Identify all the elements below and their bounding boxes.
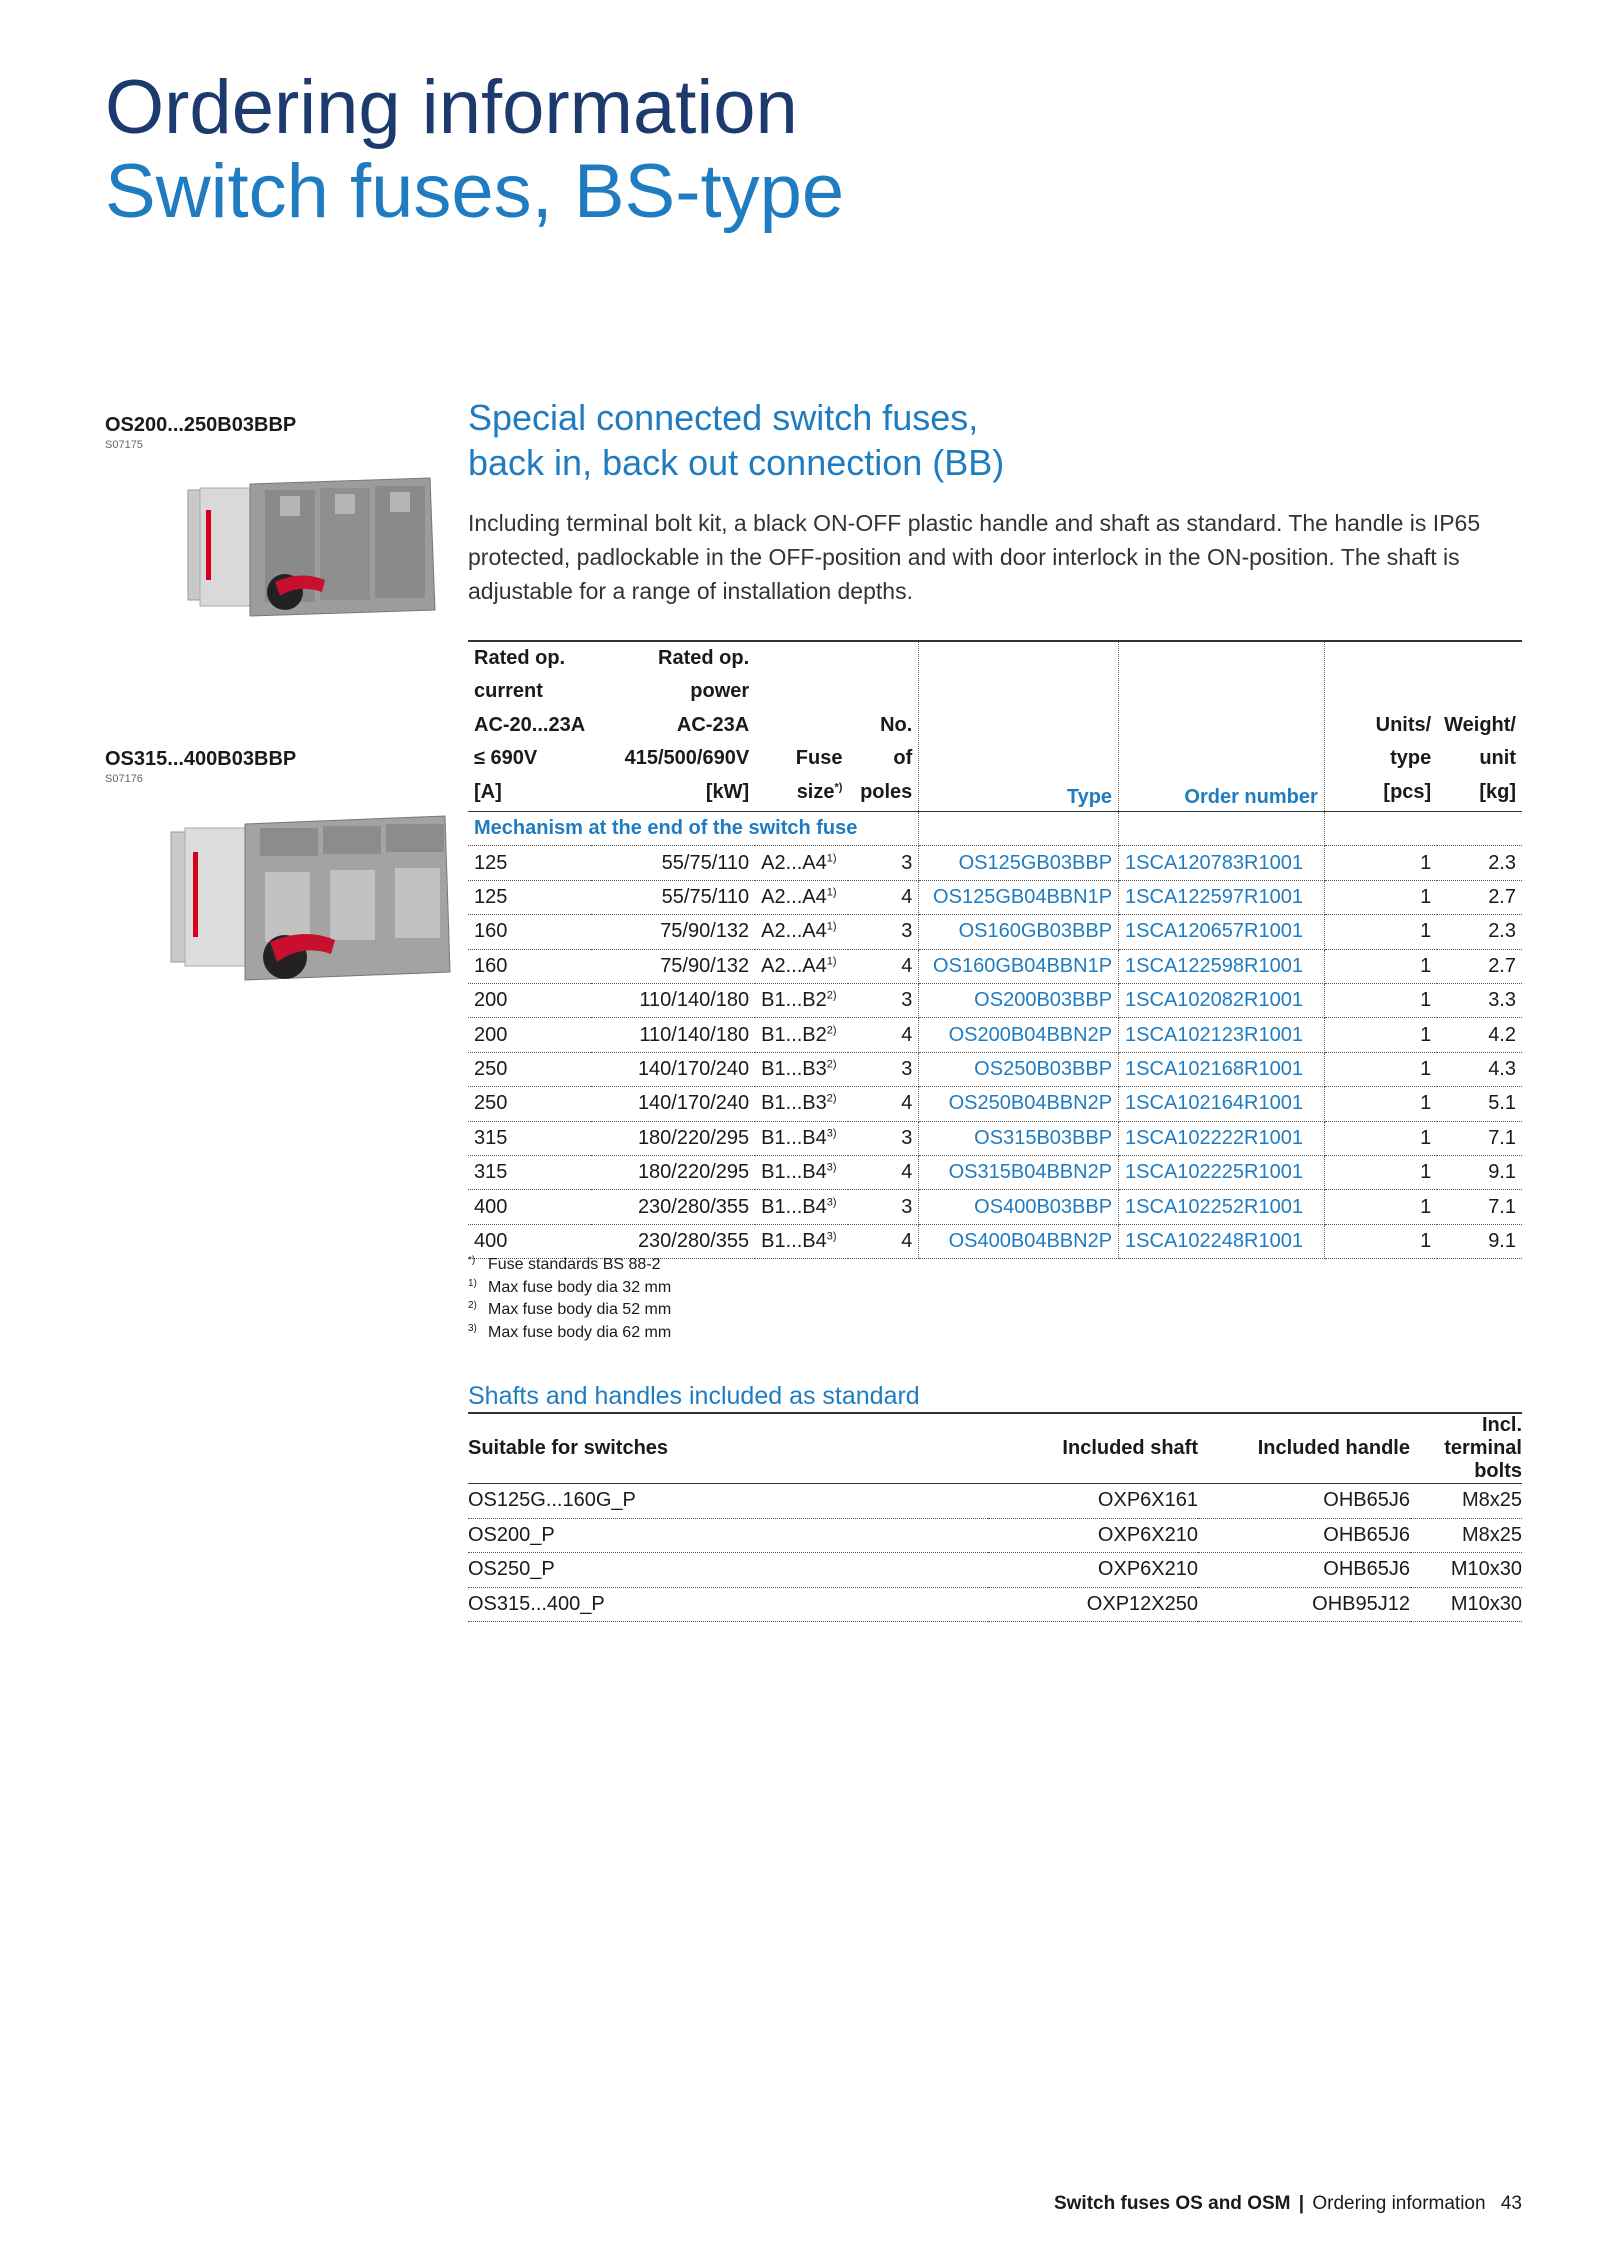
title-line-2: Switch fuses, BS-type (105, 149, 845, 234)
cell-power: 75/90/132 (591, 949, 755, 983)
header-poles: No. of poles (848, 641, 918, 812)
cell-fuse-size: B1...B2$^{2)}$ (755, 1018, 848, 1052)
table-row (468, 1018, 1522, 1052)
cell-poles: 3 (848, 1190, 918, 1224)
cell-weight: 9.1 (1437, 1155, 1522, 1189)
cell-order-number: 1SCA102252R1001 (1119, 1190, 1325, 1224)
cell-units: 1 (1324, 880, 1437, 914)
cell-fuse-size: B1...B4$^{3)}$ (755, 1224, 848, 1258)
cell-handle: OHB65J6 (1198, 1484, 1410, 1519)
header-units: Units/ type [pcs] (1324, 641, 1437, 812)
cell-type: OS125GB04BBN1P (919, 880, 1119, 914)
cell-fuse-size: A2...A4$^{1)}$ (755, 915, 848, 949)
cell-fuse-size: B1...B2$^{2)}$ (755, 983, 848, 1017)
product-caption-2 (105, 748, 296, 785)
footer-doc-title: Switch fuses OS and OSM (1053, 2193, 1291, 2214)
cell-order-number: 1SCA120657R1001 (1119, 915, 1325, 949)
cell-switches: OS250_P (468, 1553, 988, 1588)
cell-handle: OHB95J12 (1198, 1587, 1410, 1622)
cell-current: 250 (468, 1087, 591, 1121)
footer-section: Ordering information (1312, 2193, 1486, 2214)
cell-units: 1 (1324, 1190, 1437, 1224)
cell-poles: 3 (848, 846, 918, 880)
cell-fuse-size: B1...B4$^{3)}$ (755, 1190, 848, 1224)
cell-bolts: M8x25 (1410, 1518, 1522, 1553)
title-line-1: Ordering information (105, 65, 798, 150)
cell-poles: 4 (848, 880, 918, 914)
cell-handle: OHB65J6 (1198, 1518, 1410, 1553)
table-row (468, 1121, 1522, 1155)
section-title-line-1: Special connected switch fuses, (468, 397, 979, 438)
cell-units: 1 (1324, 915, 1437, 949)
page-footer (1054, 2193, 1522, 2215)
header-power: Rated op. power AC-23A 415/500/690V [kW] (591, 641, 755, 812)
cell-type: OS125GB03BBP (919, 846, 1119, 880)
cell-order-number: 1SCA102168R1001 (1119, 1052, 1325, 1086)
cell-poles: 4 (848, 1155, 918, 1189)
cell-shaft: OXP6X161 (988, 1484, 1198, 1519)
shafts-header-bolts: Incl. terminal bolts (1410, 1413, 1522, 1484)
cell-handle: OHB65J6 (1198, 1553, 1410, 1588)
cell-bolts: M10x30 (1410, 1553, 1522, 1588)
cell-weight: 4.3 (1437, 1052, 1522, 1086)
table-row (468, 1587, 1522, 1622)
cell-type: OS315B03BBP (919, 1121, 1119, 1155)
cell-units: 1 (1324, 1052, 1437, 1086)
cell-units: 1 (1324, 1155, 1437, 1189)
product-code: S07176 (105, 773, 143, 785)
cell-type: OS160GB03BBP (919, 915, 1119, 949)
cell-poles: 4 (848, 1087, 918, 1121)
cell-order-number: 1SCA102123R1001 (1119, 1018, 1325, 1052)
cell-order-number: 1SCA102248R1001 (1119, 1224, 1325, 1258)
footnotes (468, 1254, 671, 1344)
cell-units: 1 (1324, 1087, 1437, 1121)
cell-weight: 2.7 (1437, 949, 1522, 983)
cell-poles: 3 (848, 1052, 918, 1086)
switch-fuse-image-2 (165, 812, 455, 1002)
product-name: OS200...250B03BBP (105, 414, 297, 436)
table-row (468, 1518, 1522, 1553)
cell-weight: 7.1 (1437, 1121, 1522, 1155)
cell-weight: 4.2 (1437, 1018, 1522, 1052)
cell-units: 1 (1324, 846, 1437, 880)
cell-fuse-size: B1...B4$^{3)}$ (755, 1121, 848, 1155)
section-title (468, 395, 1004, 485)
cell-current: 160 (468, 915, 591, 949)
cell-type: OS250B03BBP (919, 1052, 1119, 1086)
cell-poles: 3 (848, 983, 918, 1017)
cell-current: 125 (468, 846, 591, 880)
table-row (468, 915, 1522, 949)
table-row (468, 1155, 1522, 1189)
cell-order-number: 1SCA122597R1001 (1119, 880, 1325, 914)
cell-current: 200 (468, 983, 591, 1017)
intro-paragraph: Including terminal bolt kit, a black ON-OFF plastic handle and shaft as standard. The handle is IP65 protected, padlockable in the OFF-position and with door interlock in the ON-position. The shaft is adjustable for a range of installation depths. (468, 510, 1481, 604)
cell-type: OS400B04BBN2P (919, 1224, 1119, 1258)
cell-poles: 3 (848, 1121, 918, 1155)
cell-power: 110/140/180 (591, 1018, 755, 1052)
table-row (468, 846, 1522, 880)
shafts-header-shaft: Included shaft (988, 1413, 1198, 1484)
page-title (105, 66, 844, 234)
table-row (468, 1087, 1522, 1121)
cell-fuse-size: B1...B3$^{2)}$ (755, 1052, 848, 1086)
cell-current: 400 (468, 1224, 591, 1258)
cell-weight: 5.1 (1437, 1087, 1522, 1121)
shafts-section-title: Shafts and handles included as standard (468, 1382, 920, 1410)
cell-units: 1 (1324, 1018, 1437, 1052)
header-current: Rated op. current AC-20...23A ≤ 690V [A] (468, 641, 591, 812)
header-type: Type (919, 641, 1119, 812)
cell-poles: 4 (848, 1224, 918, 1258)
cell-power: 230/280/355 (591, 1190, 755, 1224)
cell-order-number: 1SCA102082R1001 (1119, 983, 1325, 1017)
cell-current: 315 (468, 1155, 591, 1189)
cell-power: 55/75/110 (591, 880, 755, 914)
footnote: $^{2)}$ Max fuse body dia 52 mm (468, 1300, 672, 1318)
cell-type: OS315B04BBN2P (919, 1155, 1119, 1189)
table-row (468, 1484, 1522, 1519)
cell-weight: 7.1 (1437, 1190, 1522, 1224)
cell-fuse-size: B1...B4$^{3)}$ (755, 1155, 848, 1189)
table-row (468, 880, 1522, 914)
cell-power: 55/75/110 (591, 846, 755, 880)
cell-shaft: OXP12X250 (988, 1587, 1198, 1622)
cell-switches: OS200_P (468, 1518, 988, 1553)
cell-weight: 2.3 (1437, 915, 1522, 949)
cell-units: 1 (1324, 949, 1437, 983)
cell-fuse-size: A2...A4$^{1)}$ (755, 880, 848, 914)
shafts-table (468, 1412, 1522, 1622)
cell-current: 315 (468, 1121, 591, 1155)
shafts-header-handle: Included handle (1198, 1413, 1410, 1484)
cell-power: 110/140/180 (591, 983, 755, 1017)
cell-power: 140/170/240 (591, 1052, 755, 1086)
table-row (468, 1190, 1522, 1224)
cell-order-number: 1SCA102164R1001 (1119, 1087, 1325, 1121)
cell-bolts: M10x30 (1410, 1587, 1522, 1622)
footnote: $^{1)}$ Max fuse body dia 32 mm (468, 1277, 672, 1296)
footnote: $^{3)}$ Max fuse body dia 62 mm (468, 1322, 672, 1341)
cell-order-number: 1SCA120783R1001 (1119, 846, 1325, 880)
cell-switches: OS315...400_P (468, 1587, 988, 1622)
cell-weight: 2.7 (1437, 880, 1522, 914)
cell-weight: 9.1 (1437, 1224, 1522, 1258)
cell-switches: OS125G...160G_P (468, 1484, 988, 1519)
product-code: S07175 (105, 439, 143, 451)
cell-power: 230/280/355 (591, 1224, 755, 1258)
table-row (468, 1052, 1522, 1086)
cell-current: 160 (468, 949, 591, 983)
cell-shaft: OXP6X210 (988, 1553, 1198, 1588)
group-label: Mechanism at the end of the switch fuse (468, 812, 919, 846)
cell-units: 1 (1324, 1121, 1437, 1155)
ordering-table (468, 640, 1522, 1259)
cell-order-number: 1SCA102225R1001 (1119, 1155, 1325, 1189)
cell-shaft: OXP6X210 (988, 1518, 1198, 1553)
cell-weight: 2.3 (1437, 846, 1522, 880)
cell-current: 125 (468, 880, 591, 914)
header-fuse-size: Fuse size*) (755, 641, 848, 812)
cell-current: 200 (468, 1018, 591, 1052)
cell-poles: 4 (848, 1018, 918, 1052)
cell-bolts: M8x25 (1410, 1484, 1522, 1519)
cell-poles: 3 (848, 915, 918, 949)
page-number: 43 (1500, 2193, 1522, 2214)
cell-fuse-size: A2...A4$^{1)}$ (755, 949, 848, 983)
cell-power: 180/220/295 (591, 1121, 755, 1155)
cell-type: OS400B03BBP (919, 1190, 1119, 1224)
cell-fuse-size: B1...B3$^{2)}$ (755, 1087, 848, 1121)
cell-current: 250 (468, 1052, 591, 1086)
shafts-header-switches: Suitable for switches (468, 1413, 988, 1484)
cell-type: OS200B04BBN2P (919, 1018, 1119, 1052)
section-title-line-2: back in, back out connection (BB) (468, 442, 1005, 483)
header-weight: Weight/ unit [kg] (1437, 641, 1522, 812)
footer-separator: | (1298, 2193, 1305, 2214)
header-order-number: Order number (1119, 641, 1325, 812)
cell-weight: 3.3 (1437, 983, 1522, 1017)
product-name: OS315...400B03BBP (105, 748, 297, 770)
table-row (468, 983, 1522, 1017)
group-row (468, 812, 1522, 846)
switch-fuse-image-1 (180, 470, 450, 640)
cell-units: 1 (1324, 983, 1437, 1017)
cell-units: 1 (1324, 1224, 1437, 1258)
cell-order-number: 1SCA102222R1001 (1119, 1121, 1325, 1155)
cell-poles: 4 (848, 949, 918, 983)
cell-type: OS160GB04BBN1P (919, 949, 1119, 983)
table-row (468, 949, 1522, 983)
cell-type: OS250B04BBN2P (919, 1087, 1119, 1121)
cell-type: OS200B03BBP (919, 983, 1119, 1017)
cell-power: 140/170/240 (591, 1087, 755, 1121)
cell-current: 400 (468, 1190, 591, 1224)
cell-power: 180/220/295 (591, 1155, 755, 1189)
product-caption-1 (105, 414, 296, 451)
footnote: *) Fuse standards BS 88-2 (468, 1255, 661, 1273)
cell-fuse-size: A2...A4$^{1)}$ (755, 846, 848, 880)
cell-power: 75/90/132 (591, 915, 755, 949)
table-row (468, 1553, 1522, 1588)
cell-order-number: 1SCA122598R1001 (1119, 949, 1325, 983)
